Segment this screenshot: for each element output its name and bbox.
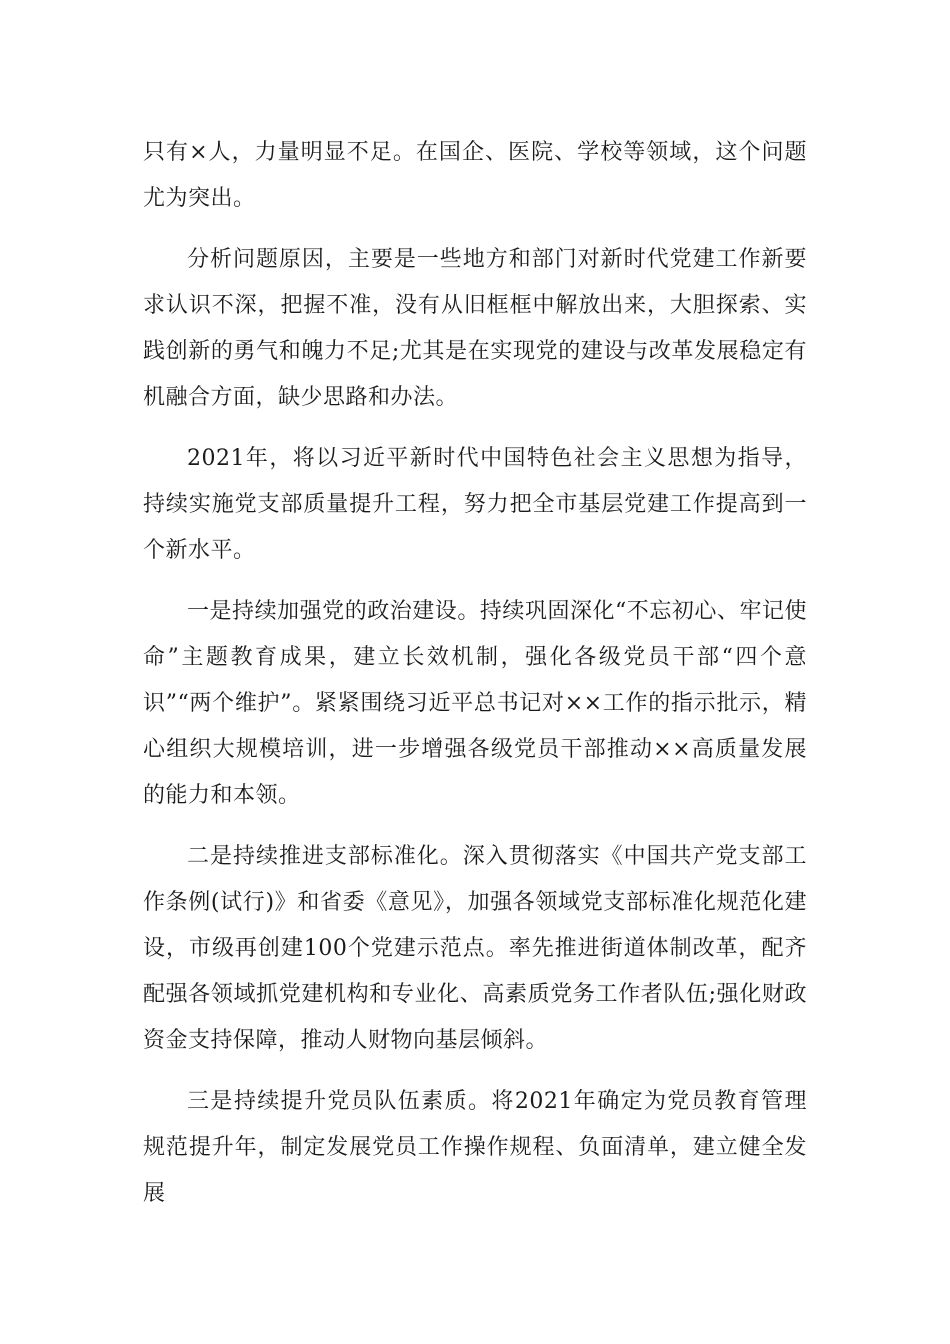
document-body (143, 130, 807, 1232)
paragraph: 2021年，将以习近平新时代中国特色社会主义思想为指导，持续实施党支部质量提升工程，努力把全市基层党建工作提高到一个新水平。 (143, 446, 807, 563)
paragraph: 二是持续推进支部标准化。深入贯彻落实《中国共产党支部工作条例(试行)》和省委《意见》，加强各领域党支部标准化规范化建设，市级再创建100个党建示范点。率先推进街道体制改革，配齐配强各领域抓党建机构和专业化、高素质党务工作者队伍;强化财政资金支持保障，推动人财物向基层倾斜。 (143, 844, 807, 1053)
paragraph: 只有×人，力量明显不足。在国企、医院、学校等领域，这个问题尤为突出。 (143, 140, 807, 211)
paragraph: 一是持续加强党的政治建设。持续巩固深化“不忘初心、牢记使命”主题教育成果，建立长效机制，强化各级党员干部“四个意识”“两个维护”。紧紧围绕习近平总书记对××工作的指示批示，精心组织大规模培训，进一步增强各级党员干部推动××高质量发展的能力和本领。 (143, 599, 807, 808)
paragraph: 分析问题原因，主要是一些地方和部门对新时代党建工作新要求认识不深，把握不准，没有从旧框框中解放出来，大胆探索、实践创新的勇气和魄力不足;尤其是在实现党的建设与改革发展稳定有机融合方面，缺少思路和办法。 (143, 247, 807, 410)
paragraph: 三是持续提升党员队伍素质。将2021年确定为党员教育管理规范提升年，制定发展党员工作操作规程、负面清单，建立健全发展 (143, 1089, 807, 1206)
